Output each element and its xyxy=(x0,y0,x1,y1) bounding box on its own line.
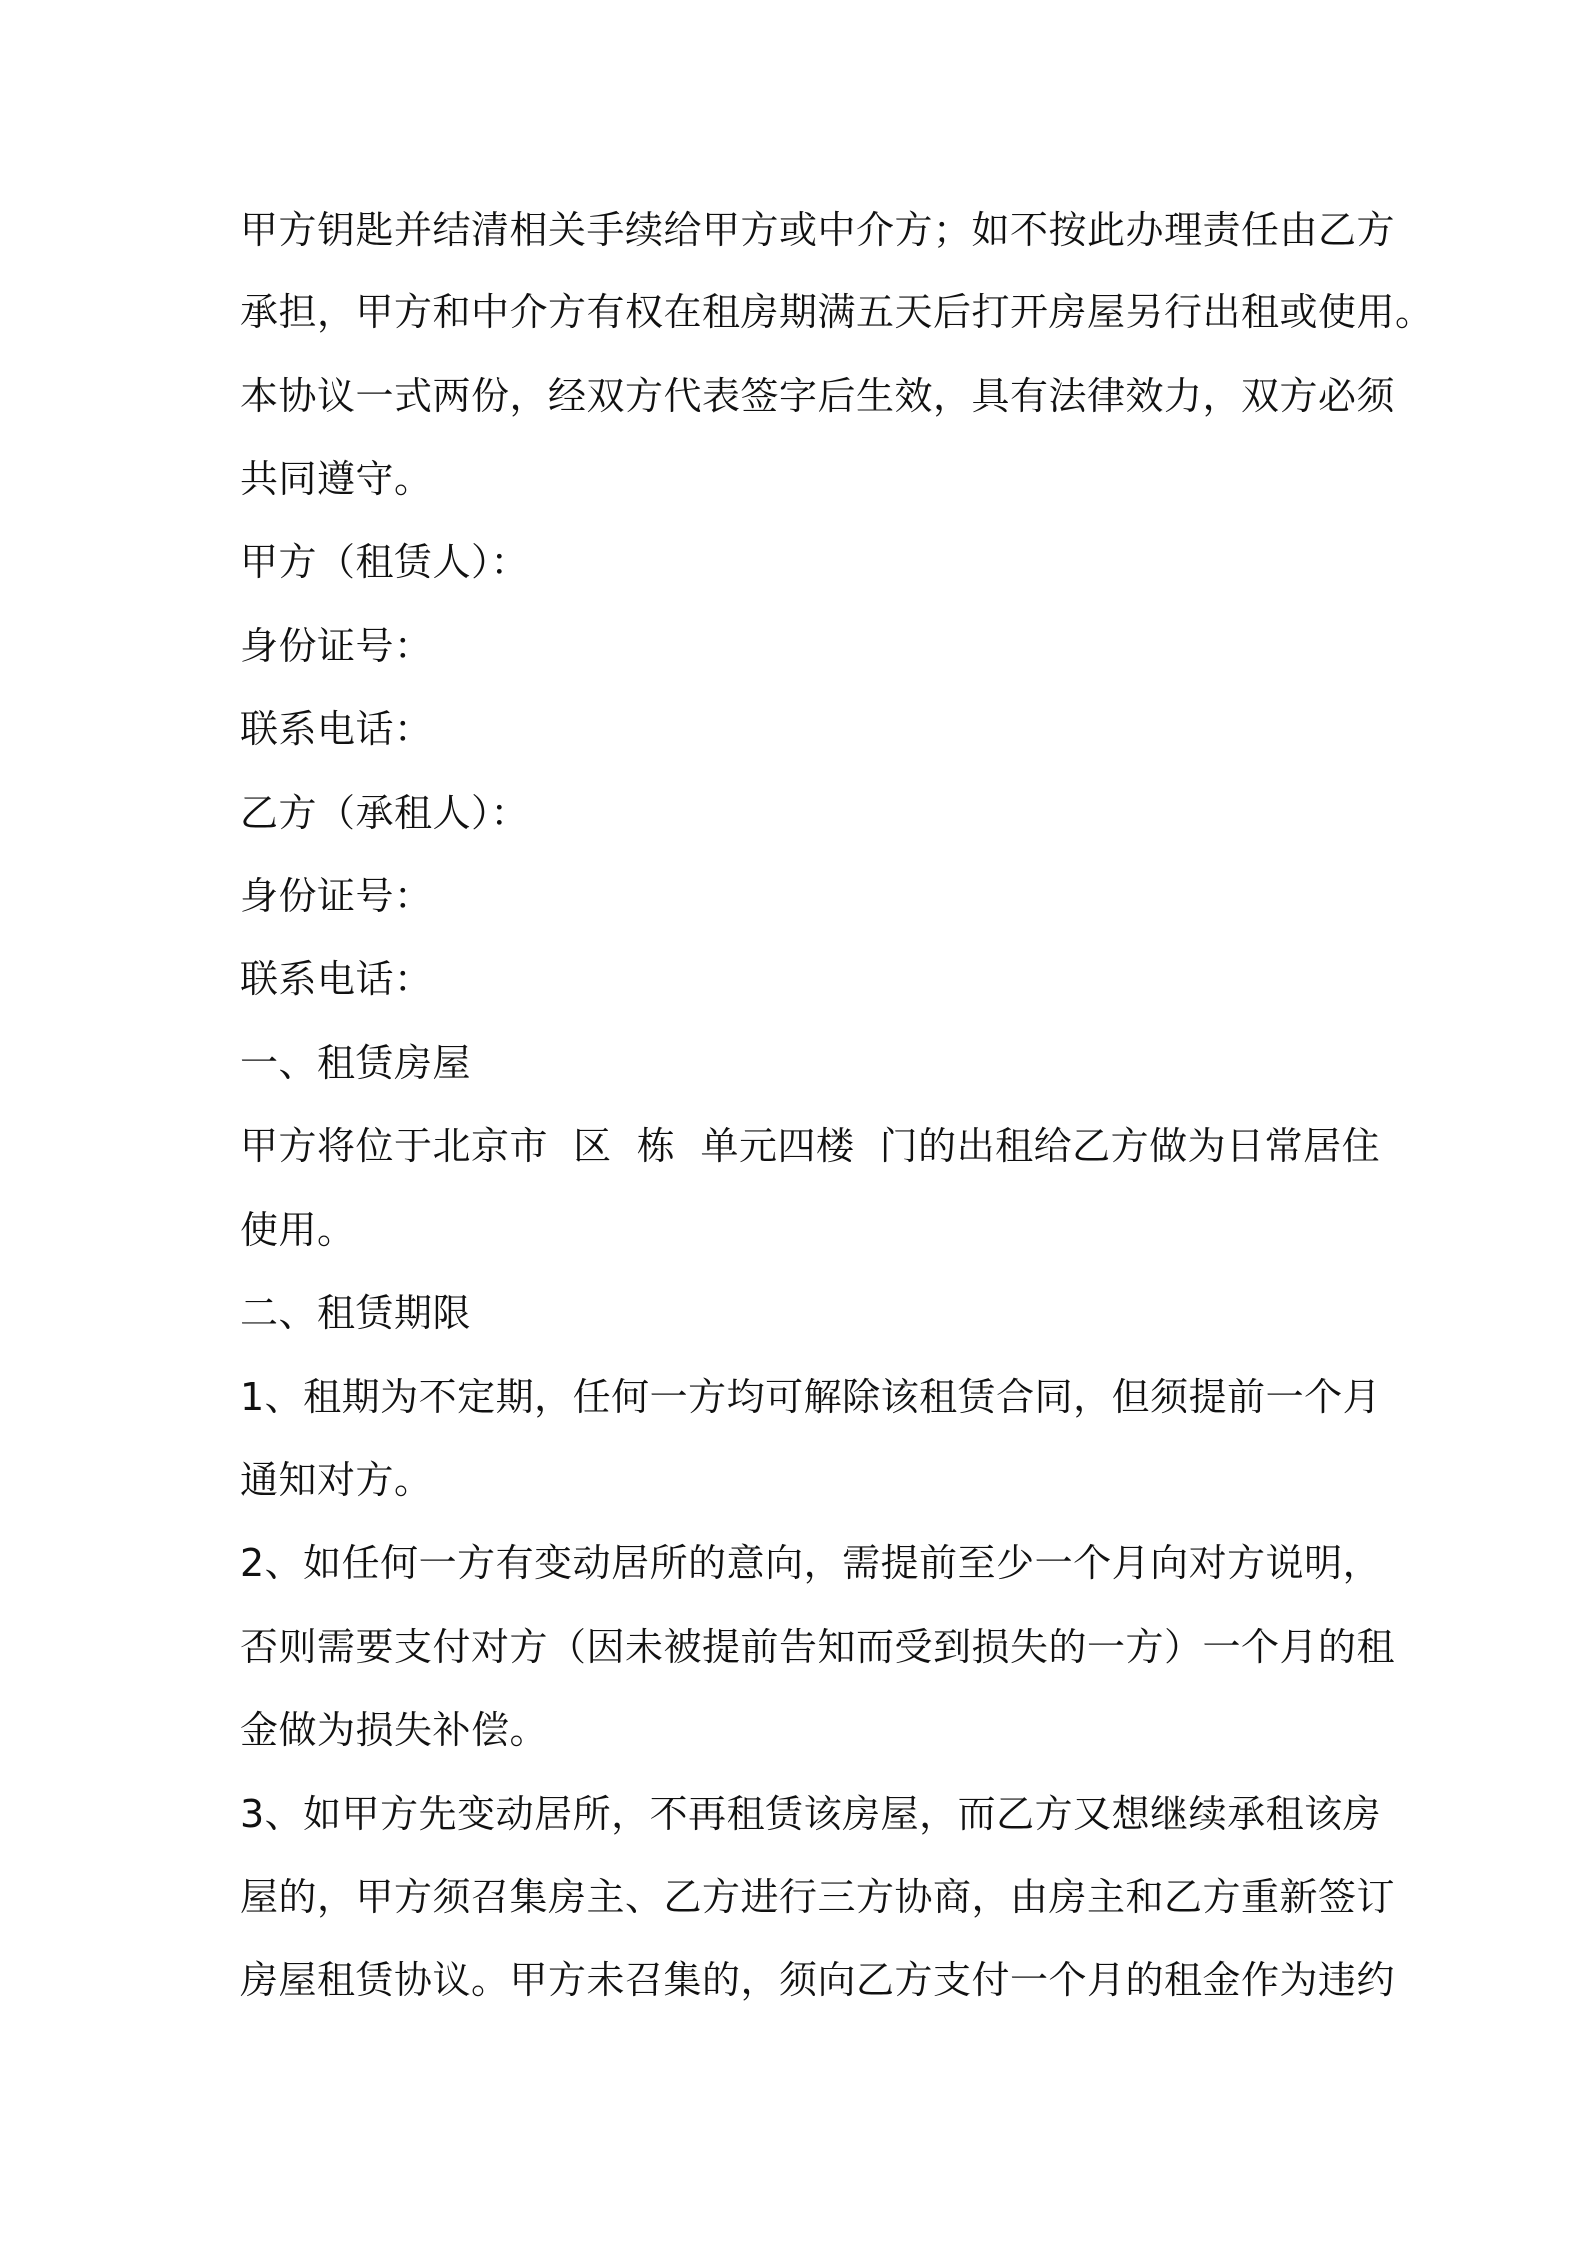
text-line-13: 使用。 xyxy=(240,1208,356,1252)
party-b-label: 乙方（承租人）： xyxy=(240,791,530,835)
party-a-label: 甲方（租赁人）： xyxy=(240,540,530,584)
text-line-21: 屋的，甲方须召集房主、乙方进行三方协商，由房主和乙方重新签订 xyxy=(240,1875,1396,1919)
text-line-4: 共同遵守。 xyxy=(240,457,433,501)
text-line-1: 甲方钥匙并结清相关手续给甲方或中介方；如不按此办理责任由乙方 xyxy=(240,208,1396,252)
text-line-2: 承担，甲方和中介方有权在租房期满五天后打开房屋另行出租或使用。 xyxy=(240,290,1434,334)
text-line-16: 通知对方。 xyxy=(240,1458,433,1502)
text-line-20: 3、如甲方先变动居所，不再租赁该房屋，而乙方又想继续承租该房 xyxy=(240,1792,1382,1836)
text-line-22: 房屋租赁协议。甲方未召集的，须向乙方支付一个月的租金作为违约 xyxy=(240,1958,1396,2002)
party-b-id-label: 身份证号： xyxy=(240,874,433,918)
text-line-15: 1、租期为不定期，任何一方均可解除该租赁合同，但须提前一个月 xyxy=(240,1375,1382,1419)
party-b-phone-label: 联系电话： xyxy=(240,957,433,1001)
text-line-18: 否则需要支付对方（因未被提前告知而受到损失的一方）一个月的租 xyxy=(240,1625,1396,1669)
text-line-12: 甲方将位于北京市 区 栋 单元四楼 门的出租给乙方做为日常居住 xyxy=(240,1124,1381,1168)
text-line-17: 2、如任何一方有变动居所的意向，需提前至少一个月向对方说明， xyxy=(240,1541,1382,1585)
section-heading-1: 一、租赁房屋 xyxy=(240,1041,472,1085)
party-a-id-label: 身份证号： xyxy=(240,624,433,668)
section-heading-2: 二、租赁期限 xyxy=(240,1291,472,1335)
text-line-19: 金做为损失补偿。 xyxy=(240,1708,549,1752)
text-line-3: 本协议一式两份，经双方代表签字后生效，具有法律效力，双方必须 xyxy=(240,374,1396,418)
party-a-phone-label: 联系电话： xyxy=(240,707,433,751)
